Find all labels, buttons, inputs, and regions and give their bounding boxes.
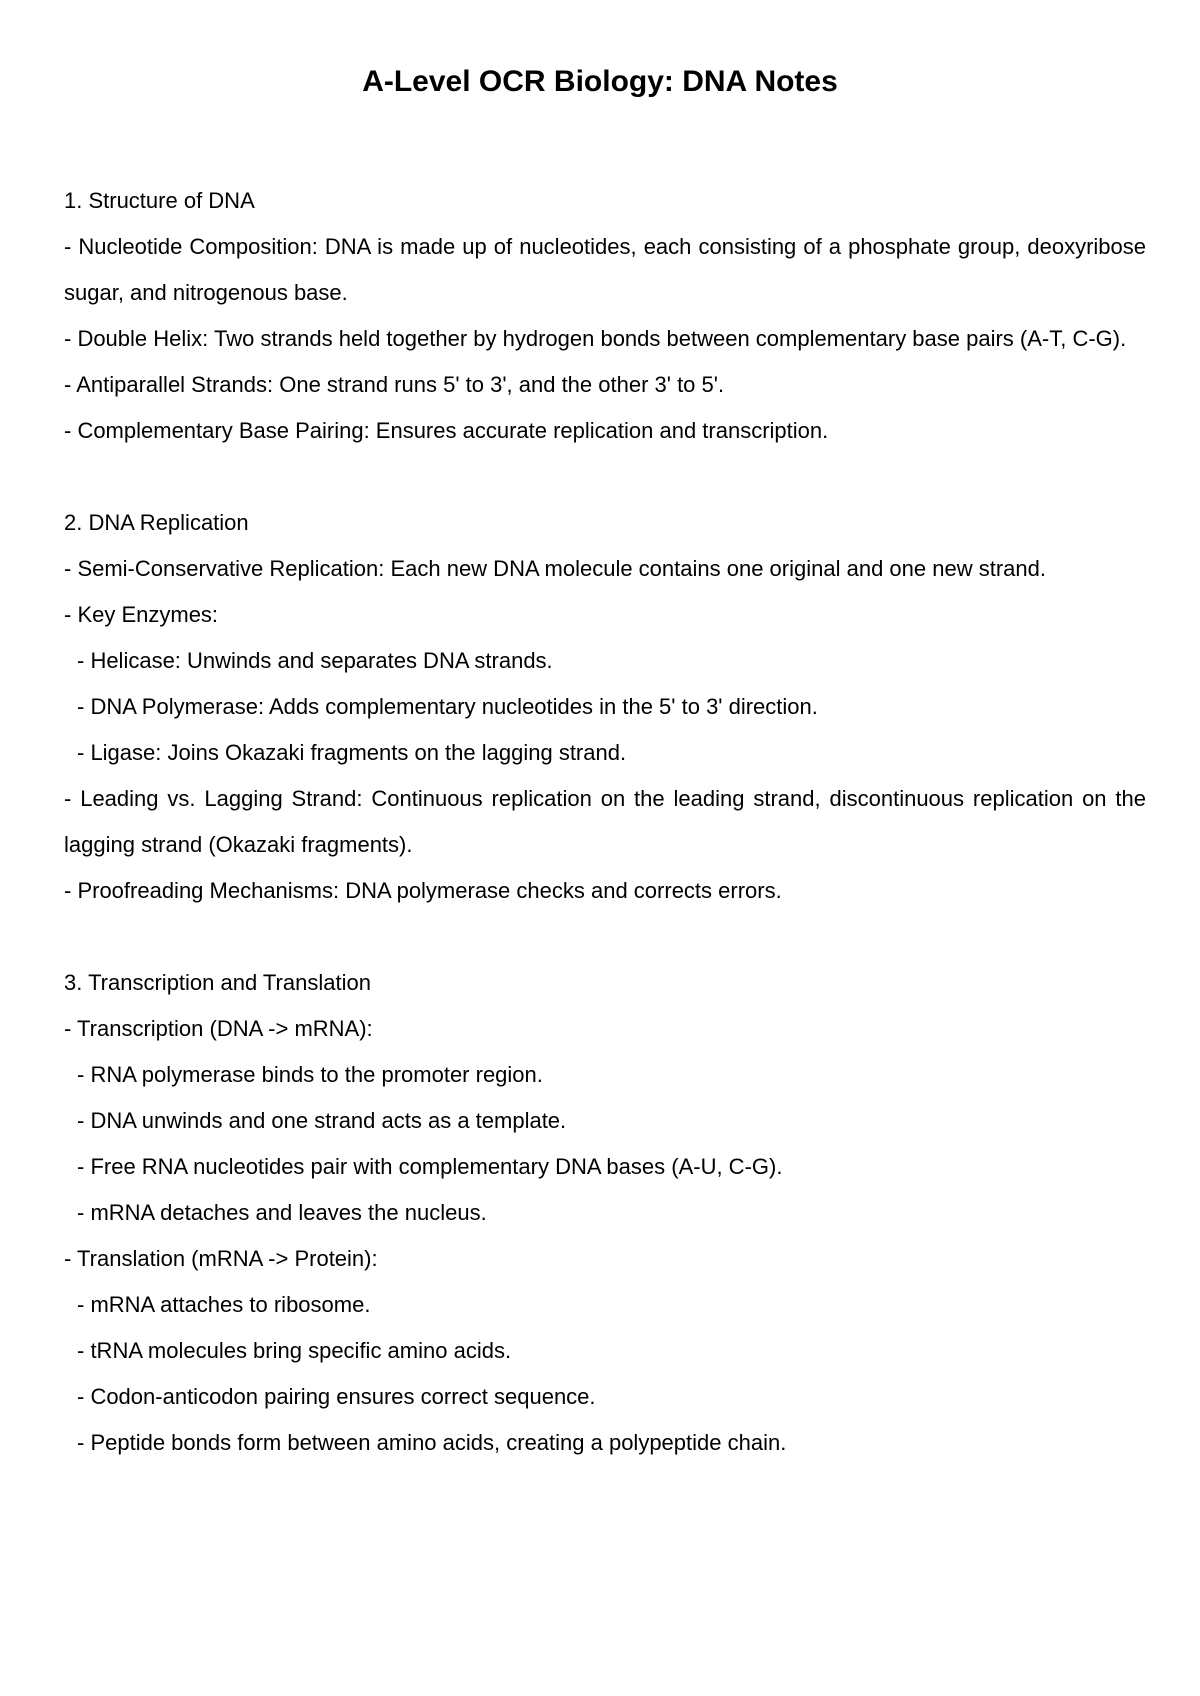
notes-content [64,178,1146,1512]
note-subitem: - Codon-anticodon pairing ensures correct sequence. [77,1384,596,1409]
note-subitem: - RNA polymerase binds to the promoter region. [77,1062,543,1087]
page-title: A-Level OCR Biology: DNA Notes [362,65,838,98]
note-subitem: - Free RNA nucleotides pair with complementary DNA bases (A-U, C-G). [77,1154,783,1179]
note-subitem: - mRNA attaches to ribosome. [77,1292,371,1317]
section-structure-of-dna [64,178,1146,454]
note-item: - Nucleotide Composition: DNA is made up of nucleotides, each consisting of a phosphate group, deoxyribose sugar, and nitrogenous base. [64,234,1146,305]
section-transcription-translation [64,960,1146,1466]
note-item: - Translation (mRNA -> Protein): [64,1246,378,1271]
note-subitem: - mRNA detaches and leaves the nucleus. [77,1200,487,1225]
note-item: - Antiparallel Strands: One strand runs 5' to 3', and the other 3' to 5'. [64,372,725,397]
note-item: - Proofreading Mechanisms: DNA polymerase checks and corrects errors. [64,878,782,903]
section-dna-replication [64,500,1146,914]
note-item: - Double Helix: Two strands held together by hydrogen bonds between complementary base pairs (A-T, C-G). [64,326,1127,351]
note-subitem: - DNA unwinds and one strand acts as a template. [77,1108,567,1133]
note-subitem: - Helicase: Unwinds and separates DNA strands. [77,648,553,673]
section-heading: 3. Transcription and Translation [64,970,371,995]
note-subitem: - DNA Polymerase: Adds complementary nucleotides in the 5' to 3' direction. [77,694,818,719]
note-item: - Complementary Base Pairing: Ensures accurate replication and transcription. [64,418,829,443]
note-item: - Semi-Conservative Replication: Each new DNA molecule contains one original and one new strand. [64,556,1046,581]
note-item: - Transcription (DNA -> mRNA): [64,1016,373,1041]
note-item: - Leading vs. Lagging Strand: Continuous replication on the leading strand, discontinuous replication on the lagging strand (Okazaki fragments). [64,786,1146,857]
section-heading: 1. Structure of DNA [64,188,255,213]
section-heading: 2. DNA Replication [64,510,249,535]
note-subitem: - Ligase: Joins Okazaki fragments on the lagging strand. [77,740,627,765]
note-item: - Key Enzymes: [64,602,219,627]
note-subitem: - Peptide bonds form between amino acids, creating a polypeptide chain. [77,1430,787,1455]
note-subitem: - tRNA molecules bring specific amino acids. [77,1338,512,1363]
